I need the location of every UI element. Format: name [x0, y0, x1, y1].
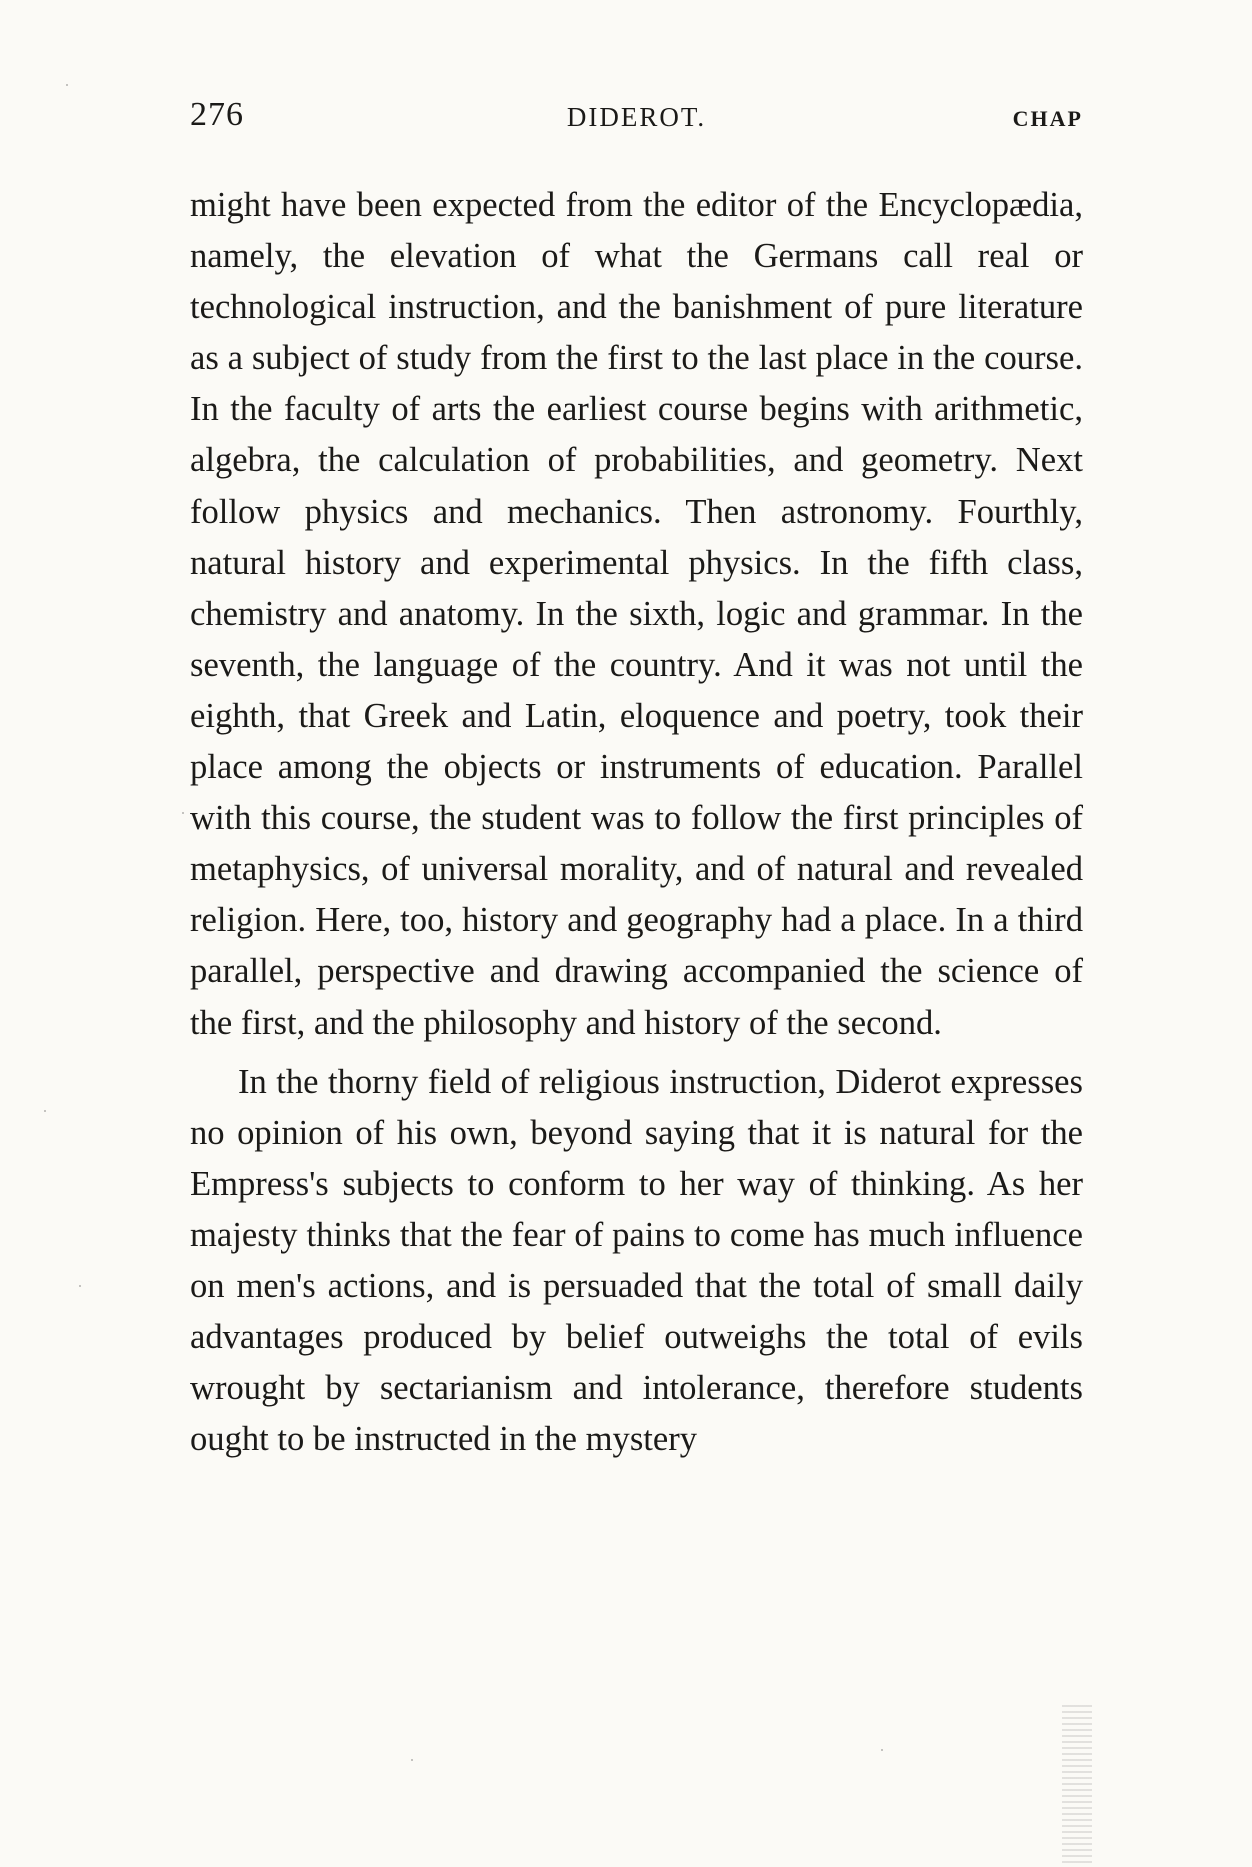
body-text — [190, 180, 1083, 1465]
paragraph-2: In the thorny field of religious instruction, Diderot expresses no opinion of his own, beyond saying that it is natural for the Empress's subjects to conform to her way of thinking. As her majesty thinks that the fear of pains to come has much influence on men's actions, and is persuaded that the total of small daily advantages produced by belief outweighs the total of evils wrought by sectarianism and intolerance, therefore students ought to be instructed in the mystery — [190, 1062, 1083, 1459]
binding-shadow — [1062, 1705, 1092, 1865]
paper-speck — [44, 1110, 46, 1112]
paper-speck — [411, 1759, 413, 1761]
page-number: 276 — [190, 96, 244, 133]
running-title: DIDEROT. — [566, 102, 707, 132]
paper-speck — [182, 812, 184, 814]
paper-speck — [66, 84, 68, 86]
running-head — [190, 96, 1083, 138]
paragraph-1: might have been expected from the editor of the Encyclopædia, namely, the elevation of what the Germans call real or technological instruction, and the banishment of pure literature as a subject of study from the first to the last place in the course. In the faculty of arts the earliest course begins with arithmetic, algebra, the calculation of probabilities, and geometry. Next follow physics and mechanics. Then astronomy. Fourthly, natural history and experimental physics. In the fifth class, chemistry and anatomy. In the sixth, logic and grammar. In the seventh, the language of the country. And it was not until the eighth, that Greek and Latin, eloquence and poetry, took their place among the objects or instruments of education. Parallel with this course, the student was to follow the first principles of metaphysics, of universal morality, and of natural and revealed religion. Here, too, history and geography had a place. In a third parallel, perspective and drawing accompanied the science of the first, and the philosophy and history of the second. — [190, 186, 1083, 1042]
chapter-mark: CHAP — [1012, 106, 1083, 131]
paper-speck — [79, 1285, 81, 1287]
paper-speck — [881, 1749, 883, 1751]
